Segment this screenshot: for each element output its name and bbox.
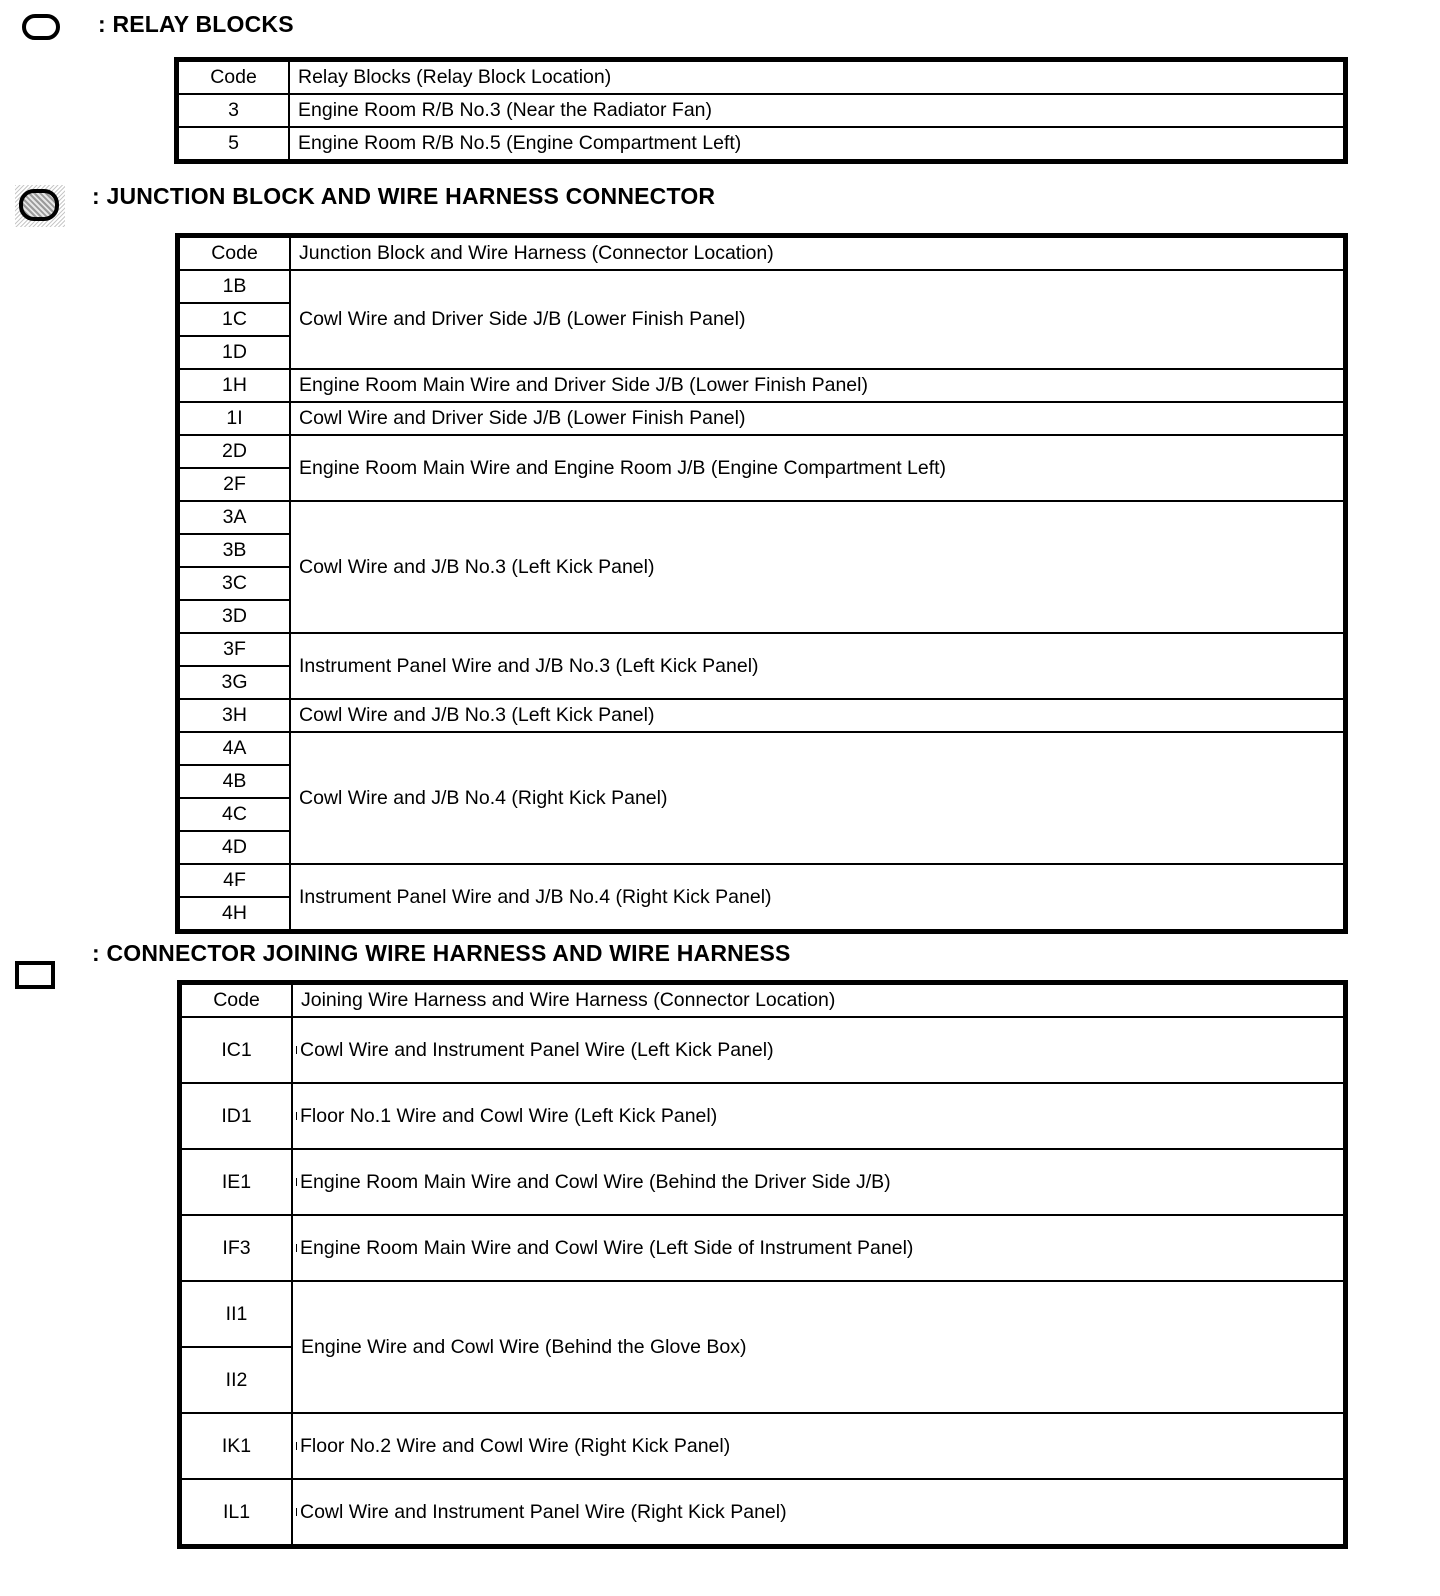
code-cell: 1C bbox=[179, 303, 290, 336]
connector-symbol-icon bbox=[15, 961, 55, 989]
location-text: Engine Wire and Cowl Wire (Behind the Glove Box) bbox=[301, 1335, 747, 1358]
location-cell bbox=[292, 1215, 1344, 1281]
location-text: Engine Room Main Wire and Cowl Wire (Left Side of Instrument Panel) bbox=[300, 1236, 914, 1259]
table-row bbox=[178, 94, 1344, 127]
junction-block-symbol-icon bbox=[15, 185, 65, 227]
location-cell: Cowl Wire and J/B No.4 (Right Kick Panel) bbox=[290, 732, 1344, 864]
code-cell: 2F bbox=[179, 468, 290, 501]
location-text: Cowl Wire and Instrument Panel Wire (Right Kick Panel) bbox=[300, 1500, 787, 1523]
location-cell: Engine Room R/B No.3 (Near the Radiator Fan) bbox=[289, 94, 1344, 127]
relay-blocks-table bbox=[177, 60, 1345, 161]
location-cell: Cowl Wire and Driver Side J/B (Lower Finish Panel) bbox=[290, 402, 1344, 435]
location-cell: Engine Room Main Wire and Driver Side J/B (Lower Finish Panel) bbox=[290, 369, 1344, 402]
connector-joining-title: : CONNECTOR JOINING WIRE HARNESS AND WIRE HARNESS bbox=[92, 940, 791, 966]
location-cell bbox=[292, 1149, 1344, 1215]
location-header: Relay Blocks (Relay Block Location) bbox=[289, 61, 1344, 94]
code-cell: 4H bbox=[179, 897, 290, 930]
table-row bbox=[179, 633, 1344, 666]
table-row bbox=[181, 1215, 1344, 1281]
code-cell: 4A bbox=[179, 732, 290, 765]
table-row bbox=[181, 1413, 1344, 1479]
junction-block-table bbox=[178, 236, 1345, 931]
code-cell: II1 bbox=[181, 1281, 292, 1347]
location-cell: Engine Room Main Wire and Engine Room J/B (Engine Compartment Left) bbox=[290, 435, 1344, 501]
code-header: Code bbox=[179, 237, 290, 270]
table-row bbox=[181, 1017, 1344, 1083]
table-row bbox=[179, 435, 1344, 468]
location-cell bbox=[292, 1479, 1344, 1545]
location-cell: Instrument Panel Wire and J/B No.3 (Left Kick Panel) bbox=[290, 633, 1344, 699]
code-header: Code bbox=[178, 61, 289, 94]
table-row bbox=[181, 1479, 1344, 1545]
code-cell: 2D bbox=[179, 435, 290, 468]
location-text: Engine Room Main Wire and Cowl Wire (Behind the Driver Side J/B) bbox=[300, 1170, 891, 1193]
location-cell: Cowl Wire and Driver Side J/B (Lower Finish Panel) bbox=[290, 270, 1344, 369]
table-header-row bbox=[181, 984, 1344, 1017]
location-cell: Engine Room R/B No.5 (Engine Compartment Left) bbox=[289, 127, 1344, 160]
junction-block-title: : JUNCTION BLOCK AND WIRE HARNESS CONNECTOR bbox=[92, 183, 716, 209]
code-cell: 1I bbox=[179, 402, 290, 435]
code-cell: 1H bbox=[179, 369, 290, 402]
location-cell bbox=[292, 1017, 1344, 1083]
table-row bbox=[179, 732, 1344, 765]
code-cell: 1D bbox=[179, 336, 290, 369]
location-header: Joining Wire Harness and Wire Harness (Connector Location) bbox=[292, 984, 1344, 1017]
location-text: Floor No.1 Wire and Cowl Wire (Left Kick Panel) bbox=[300, 1104, 718, 1127]
code-cell: 4C bbox=[179, 798, 290, 831]
code-cell: 3B bbox=[179, 534, 290, 567]
location-cell bbox=[292, 1281, 1344, 1413]
location-cell: Instrument Panel Wire and J/B No.4 (Right Kick Panel) bbox=[290, 864, 1344, 930]
connector-joining-table bbox=[180, 983, 1345, 1546]
relay-blocks-title: : RELAY BLOCKS bbox=[98, 11, 294, 37]
table-row bbox=[179, 270, 1344, 303]
table-row bbox=[181, 1281, 1344, 1347]
location-text: Floor No.2 Wire and Cowl Wire (Right Kick Panel) bbox=[300, 1434, 731, 1457]
code-cell: 5 bbox=[178, 127, 289, 160]
table-row bbox=[178, 127, 1344, 160]
code-cell: 3 bbox=[178, 94, 289, 127]
code-cell: IF3 bbox=[181, 1215, 292, 1281]
location-cell: Cowl Wire and J/B No.3 (Left Kick Panel) bbox=[290, 501, 1344, 633]
code-cell: 3D bbox=[179, 600, 290, 633]
table-row bbox=[179, 402, 1344, 435]
code-cell: 4F bbox=[179, 864, 290, 897]
table-row bbox=[181, 1149, 1344, 1215]
location-cell bbox=[292, 1413, 1344, 1479]
table-header-row bbox=[178, 61, 1344, 94]
location-cell bbox=[292, 1083, 1344, 1149]
table-row bbox=[181, 1083, 1344, 1149]
code-cell: IL1 bbox=[181, 1479, 292, 1545]
code-cell: 3F bbox=[179, 633, 290, 666]
code-cell: 3A bbox=[179, 501, 290, 534]
code-cell: 3C bbox=[179, 567, 290, 600]
code-cell: 4B bbox=[179, 765, 290, 798]
table-row bbox=[179, 501, 1344, 534]
code-header: Code bbox=[181, 984, 292, 1017]
code-cell: 4D bbox=[179, 831, 290, 864]
location-text: Cowl Wire and Instrument Panel Wire (Left Kick Panel) bbox=[300, 1038, 774, 1061]
code-cell: ID1 bbox=[181, 1083, 292, 1149]
code-cell: IK1 bbox=[181, 1413, 292, 1479]
table-header-row bbox=[179, 237, 1344, 270]
code-cell: 3H bbox=[179, 699, 290, 732]
location-header: Junction Block and Wire Harness (Connector Location) bbox=[290, 237, 1344, 270]
code-cell: 1B bbox=[179, 270, 290, 303]
table-row bbox=[179, 699, 1344, 732]
code-cell: IE1 bbox=[181, 1149, 292, 1215]
code-cell: IC1 bbox=[181, 1017, 292, 1083]
table-row bbox=[179, 369, 1344, 402]
location-cell: Cowl Wire and J/B No.3 (Left Kick Panel) bbox=[290, 699, 1344, 732]
relay-block-symbol-icon bbox=[22, 14, 60, 40]
code-cell: II2 bbox=[181, 1347, 292, 1413]
code-cell: 3G bbox=[179, 666, 290, 699]
table-row bbox=[179, 864, 1344, 897]
